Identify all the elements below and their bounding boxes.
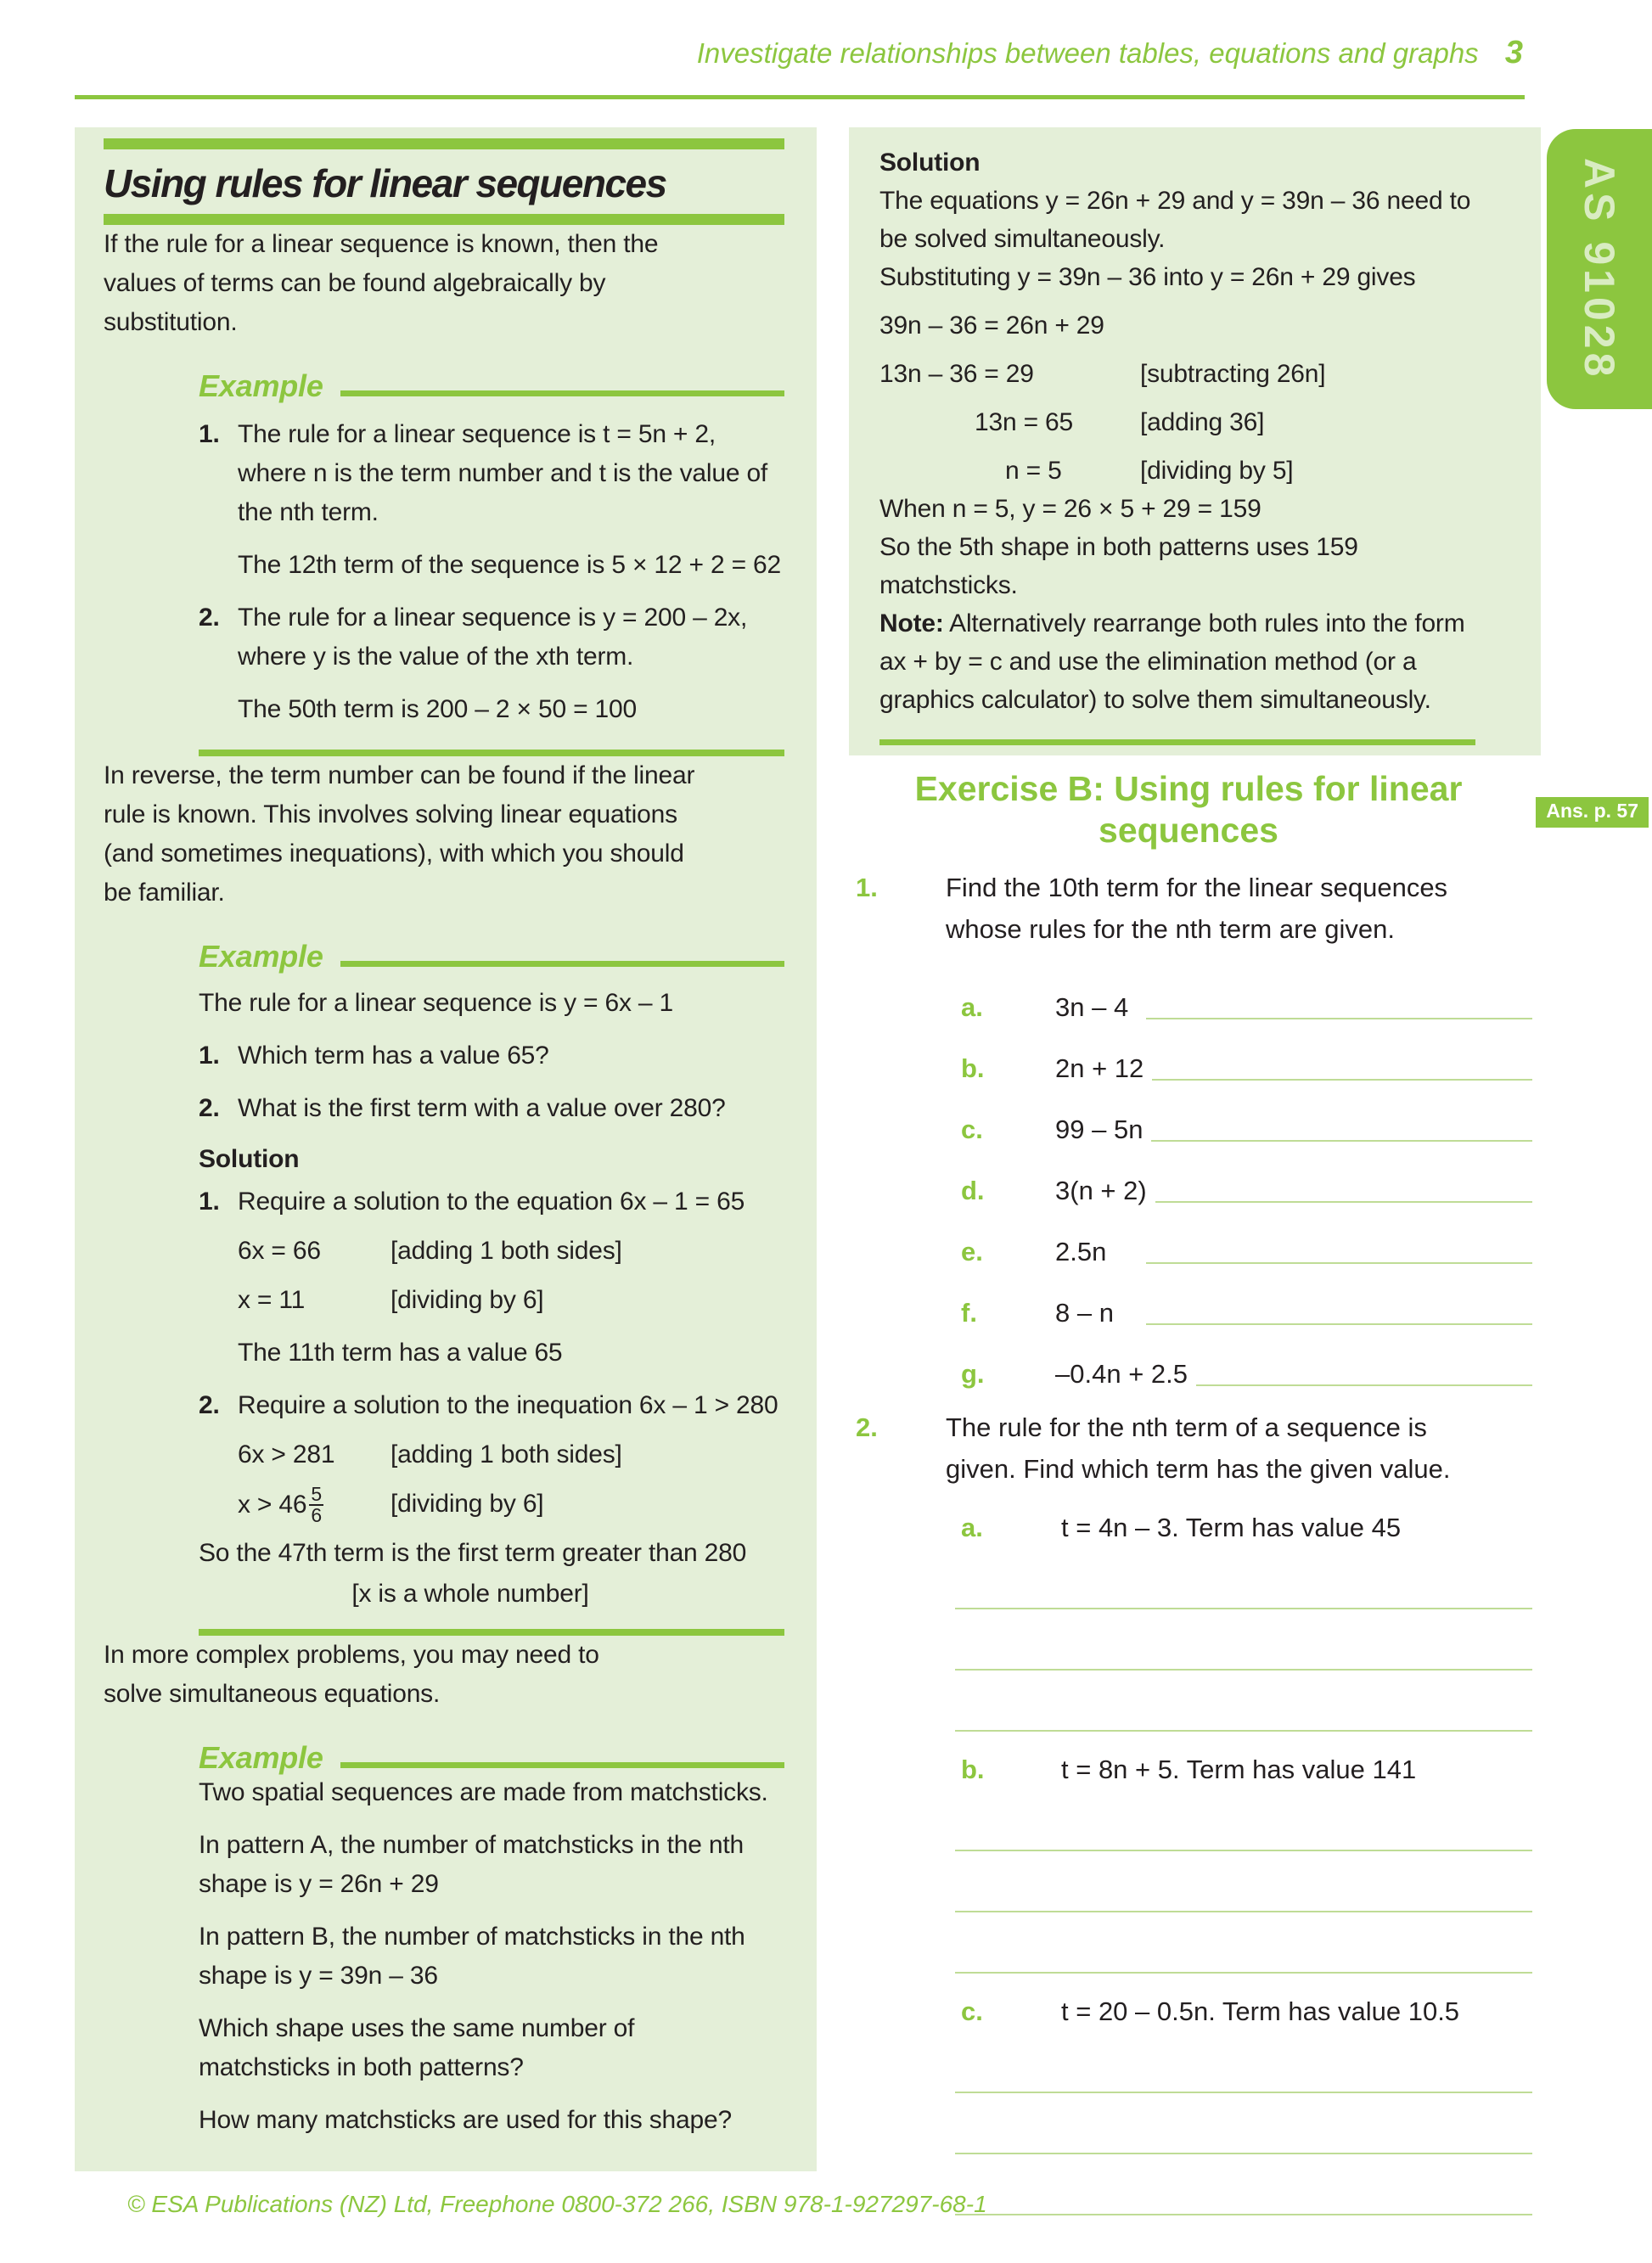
question-text: Find the 10th term for the linear sequences whose rules for the nth term are given. bbox=[946, 873, 1448, 944]
matchstick-line: Two spatial sequences are made from matchsticks. bbox=[199, 1778, 768, 1807]
answer-blank bbox=[955, 1790, 1532, 1851]
item-row bbox=[849, 1272, 1652, 1334]
answer-blank bbox=[955, 2032, 1532, 2093]
complex-problems-paragraph: In more complex problems, you may need to solve simultaneous equations. bbox=[104, 1641, 599, 1709]
header-rule bbox=[75, 95, 1525, 99]
step-equation: 13n = 65 bbox=[975, 408, 1074, 436]
matchstick-line: In pattern A, the number of matchsticks in the nth shape is y = 26n + 29 bbox=[199, 1831, 745, 1899]
item-expression: 2n + 12 bbox=[1055, 1053, 1144, 1083]
solution-equation bbox=[879, 306, 1507, 345]
equation: 39n – 36 = 26n + 29 bbox=[879, 312, 1104, 340]
item-label: e. bbox=[961, 1237, 983, 1266]
step-comment: [dividing by 6] bbox=[391, 1285, 544, 1314]
part-label: a. bbox=[961, 1513, 983, 1542]
standard-tab-label: AS 91028 bbox=[1576, 157, 1623, 381]
item-number: 2. bbox=[199, 603, 220, 632]
panel-title: Using rules for linear sequences bbox=[104, 161, 666, 205]
example-close-rule bbox=[199, 1629, 784, 1636]
question-number: 2. bbox=[856, 1412, 878, 1442]
item-label: d. bbox=[961, 1176, 985, 1205]
matchstick-line: Which shape uses the same number of matchsticks in both patterns? bbox=[199, 2014, 635, 2082]
example-1 bbox=[199, 368, 784, 756]
solution-step bbox=[238, 1435, 784, 1474]
example-heading-rule bbox=[340, 961, 784, 967]
example-heading: Example bbox=[199, 368, 323, 403]
item-expression: 3(n + 2) bbox=[1055, 1176, 1147, 1205]
matchstick-line: In pattern B, the number of matchsticks in the nth shape is y = 39n – 36 bbox=[199, 1923, 745, 1991]
solution-paragraph: The equations y = 26n + 29 and y = 39n – 36 need to be solved simultaneously. bbox=[879, 187, 1471, 253]
answer-blank bbox=[955, 2093, 1532, 2154]
item-number: 1. bbox=[199, 1041, 220, 1070]
example-heading-rule bbox=[340, 1762, 784, 1768]
item-text: Which term has a value 65? bbox=[238, 1041, 549, 1070]
example-3 bbox=[199, 1740, 784, 2140]
part-row bbox=[849, 1991, 1652, 2032]
question-1 bbox=[849, 867, 1652, 950]
answers-page-badge: Ans. p. 57 bbox=[1536, 797, 1649, 828]
reverse-paragraph: In reverse, the term number can be found if the linear rule is known. This involves solving linear equations (and sometimes inequations), with which you should be familiar. bbox=[104, 761, 695, 907]
example-1-header bbox=[199, 368, 784, 403]
fraction-denominator: 6 bbox=[311, 1503, 322, 1526]
example-close-rule bbox=[199, 750, 784, 756]
solution-paragraph: Substituting y = 39n – 36 into y = 26n + 29 gives bbox=[879, 263, 1416, 291]
step-comment: [dividing by 5] bbox=[1140, 457, 1294, 485]
item-expression: 8 – n bbox=[1055, 1298, 1114, 1328]
item-number: 1. bbox=[199, 1187, 220, 1216]
answer-blank bbox=[955, 1671, 1532, 1732]
answer-line bbox=[1196, 1384, 1532, 1386]
step-equation bbox=[238, 1482, 391, 1526]
solution-step bbox=[238, 1232, 784, 1271]
fraction-prefix: x > 46 bbox=[238, 1490, 307, 1519]
conclusion: So the 5th shape in both patterns uses 159 matchsticks. bbox=[879, 533, 1358, 599]
example-item bbox=[199, 415, 784, 532]
example-rule-statement: The rule for a linear sequence is y = 6x – 1 bbox=[199, 988, 674, 1017]
item-label: g. bbox=[961, 1359, 985, 1389]
solution-panel bbox=[849, 127, 1541, 755]
item-label: a. bbox=[961, 992, 983, 1022]
example-heading: Example bbox=[199, 938, 323, 974]
solution-step bbox=[238, 1281, 784, 1320]
solution-step bbox=[879, 452, 1507, 490]
example-item bbox=[199, 598, 784, 677]
step-equation: 13n – 36 = 29 bbox=[879, 360, 1034, 388]
panel-close-rule bbox=[879, 739, 1475, 745]
whole-number-note: [x is a whole number] bbox=[351, 1580, 589, 1609]
solution-part-1 bbox=[199, 1182, 784, 1221]
example-2-header bbox=[199, 938, 784, 974]
answer-blank bbox=[955, 1851, 1532, 1912]
item-row bbox=[849, 1211, 1652, 1272]
chapter-title: Investigate relationships between tables, equations and graphs bbox=[696, 37, 1479, 69]
item-row bbox=[849, 1028, 1652, 1089]
example-heading: Example bbox=[199, 1740, 323, 1776]
answer-blank bbox=[955, 1609, 1532, 1671]
item-result: The 12th term of the sequence is 5 × 12 + 2 = 62 bbox=[238, 550, 781, 579]
answer-blank bbox=[955, 1548, 1532, 1609]
part-text: t = 8n + 5. Term has value 141 bbox=[1061, 1755, 1417, 1784]
part-label: c. bbox=[961, 1996, 983, 2026]
answer-line bbox=[1155, 1201, 1532, 1203]
note-paragraph bbox=[879, 604, 1487, 719]
theory-panel bbox=[75, 127, 817, 2171]
item-text: The rule for a linear sequence is y = 200 – 2x, where y is the value of the xth term. bbox=[238, 603, 748, 671]
standard-tab bbox=[1547, 129, 1652, 409]
fraction bbox=[309, 1482, 323, 1526]
answer-line bbox=[1152, 1079, 1532, 1081]
item-label: c. bbox=[961, 1115, 983, 1144]
part-text: t = 20 – 0.5n. Term has value 10.5 bbox=[1061, 1996, 1460, 2026]
step-comment: [dividing by 6] bbox=[391, 1489, 544, 1518]
title-underline-bar bbox=[104, 214, 784, 225]
item-expression: –0.4n + 2.5 bbox=[1055, 1359, 1188, 1389]
solution-part-2 bbox=[199, 1386, 784, 1425]
matchstick-line: How many matchsticks are used for this shape? bbox=[199, 2106, 732, 2135]
part-result: The 11th term has a value 65 bbox=[238, 1338, 563, 1367]
item-text: Require a solution to the inequation 6x – 1 > 280 bbox=[238, 1390, 778, 1419]
item-expression: 2.5n bbox=[1055, 1237, 1107, 1266]
question-1-items bbox=[849, 967, 1652, 1395]
exercise-section bbox=[849, 768, 1652, 2215]
item-text: What is the first term with a value over 280? bbox=[238, 1093, 726, 1122]
footer-credit: © ESA Publications (NZ) Ltd, Freephone 0800-372 266, ISBN 978-1-927297-68-1 bbox=[127, 2191, 987, 2217]
item-row bbox=[849, 1150, 1652, 1211]
step-equation: 6x > 281 bbox=[238, 1440, 335, 1468]
solution-step bbox=[879, 355, 1507, 393]
item-text: The rule for a linear sequence is t = 5n + 2, where n is the term number and t is the value of the nth term. bbox=[238, 419, 768, 526]
fraction-numerator: 5 bbox=[311, 1482, 322, 1505]
answer-line bbox=[1146, 1323, 1532, 1325]
step-comment: [adding 1 both sides] bbox=[391, 1236, 622, 1265]
answer-blank bbox=[955, 1912, 1532, 1974]
exercise-heading-line1: Exercise B: Using rules for linear bbox=[914, 769, 1463, 808]
example-question bbox=[199, 1089, 784, 1128]
example-3-header bbox=[199, 1740, 784, 1776]
item-number: 1. bbox=[199, 419, 220, 448]
part-text: t = 4n – 3. Term has value 45 bbox=[1061, 1513, 1402, 1542]
exercise-heading-line2: sequences bbox=[1099, 811, 1278, 850]
item-row bbox=[849, 1334, 1652, 1395]
step-equation: 6x = 66 bbox=[238, 1236, 321, 1265]
note-label: Note: bbox=[879, 609, 944, 637]
step-comment: [adding 1 both sides] bbox=[391, 1440, 622, 1468]
example-2 bbox=[199, 938, 784, 1637]
part-label: b. bbox=[961, 1755, 985, 1784]
page-number: 3 bbox=[1504, 35, 1523, 70]
item-result: The 50th term is 200 – 2 × 50 = 100 bbox=[238, 694, 637, 723]
part-row bbox=[849, 1507, 1652, 1548]
note-text: Alternatively rearrange both rules into the form ax + by = c and use the elimination method (or a graphics calculator) to solve them simultaneously. bbox=[879, 609, 1465, 714]
item-label: f. bbox=[961, 1298, 977, 1328]
step-equation: x = 11 bbox=[238, 1285, 306, 1314]
solution-label: Solution bbox=[879, 149, 981, 177]
example-heading-rule bbox=[340, 390, 784, 396]
intro-paragraph: If the rule for a linear sequence is known, then the values of terms can be found algebraically by substitution. bbox=[104, 229, 659, 336]
item-number: 2. bbox=[199, 1093, 220, 1122]
page-header bbox=[75, 34, 1523, 73]
item-row bbox=[849, 967, 1652, 1028]
item-label: b. bbox=[961, 1053, 985, 1083]
question-number: 1. bbox=[856, 873, 878, 902]
item-expression: 3n – 4 bbox=[1055, 992, 1129, 1022]
item-row bbox=[849, 1089, 1652, 1150]
part-result: So the 47th term is the first term greater than 280 bbox=[199, 1539, 747, 1568]
part-row bbox=[849, 1749, 1652, 1790]
question-2 bbox=[849, 1407, 1652, 1490]
example-question bbox=[199, 1036, 784, 1075]
answer-blank bbox=[955, 2154, 1532, 2215]
question-text: The rule for the nth term of a sequence is given. Find which term has the given value. bbox=[946, 1412, 1451, 1484]
substitution-result: When n = 5, y = 26 × 5 + 29 = 159 bbox=[879, 495, 1261, 523]
answer-line bbox=[1146, 1018, 1532, 1019]
solution-step-fraction bbox=[238, 1482, 784, 1526]
answer-line bbox=[1151, 1140, 1532, 1142]
item-expression: 99 – 5n bbox=[1055, 1115, 1143, 1144]
item-number: 2. bbox=[199, 1390, 220, 1419]
step-comment: [subtracting 26n] bbox=[1140, 360, 1326, 388]
solution-label: Solution bbox=[199, 1144, 300, 1173]
solution-step bbox=[879, 403, 1507, 441]
step-comment: [adding 36] bbox=[1140, 408, 1265, 436]
item-text: Require a solution to the equation 6x – 1 = 65 bbox=[238, 1187, 745, 1216]
step-equation: n = 5 bbox=[1005, 457, 1062, 485]
answer-line bbox=[1146, 1262, 1532, 1264]
title-top-bar bbox=[104, 138, 784, 149]
